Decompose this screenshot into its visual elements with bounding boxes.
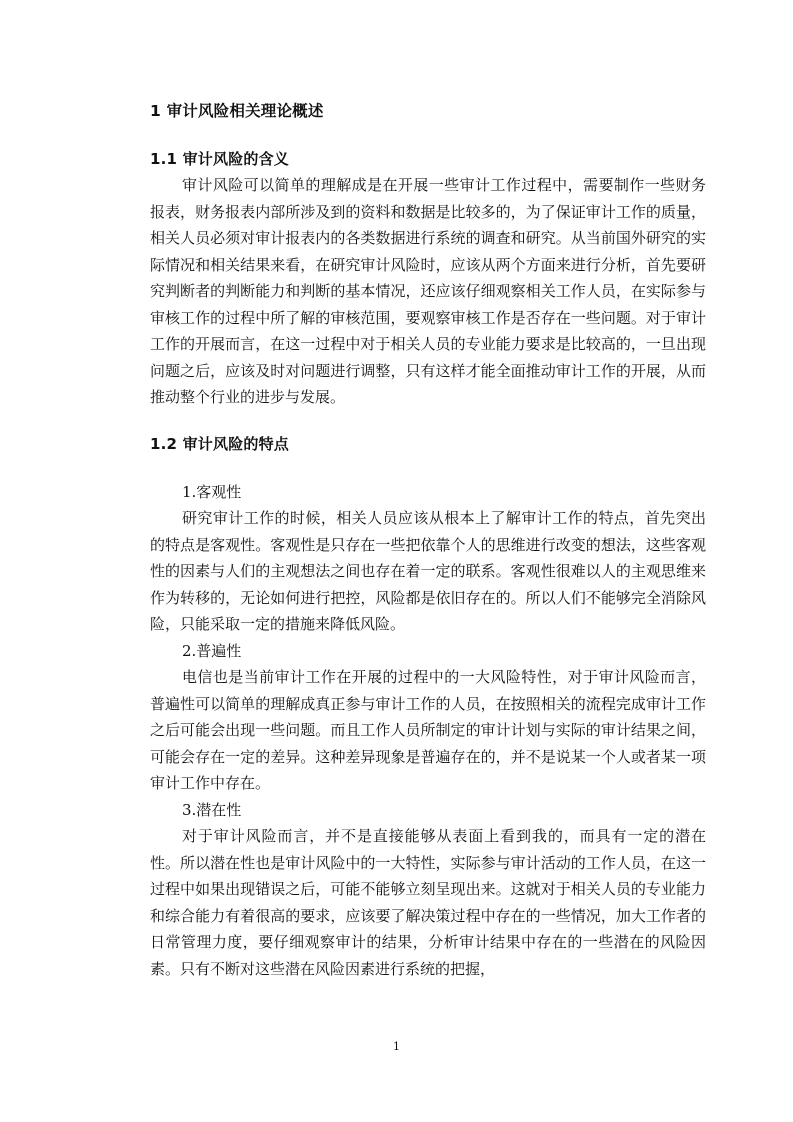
section-1-1-paragraph: 审计风险可以简单的理解成是在开展一些审计工作过程中，需要制作一些财务报表，财务报表内部所涉及到的资料和数据是比较多的，为了保证审计工作的质量，相关人员必须对审计报表内的各类数据进行系统的调查和研究。从当前国外研究的实际情况和相关结果来看，在研究审计风险时，应该从两个方面来进行分析，首先要研究判断者的判断能力和判断的基本情况，还应该仔细观察相关工作人员，在实际参与审核工作的过程中所了解的审核范围，要观察审核工作是否存在一些问题。对于审计工作的开展而言，在这一过程中对于相关人员的专业能力要求是比较高的，一旦出现问题之后，应该及时对问题进行调整，只有这样才能全面推动审计工作的开展，从而推动整个行业的进步与发展。: [150, 176, 706, 406]
item-paragraph-universality: 电信也是当前审计工作在开展的过程中的一大风险特性，对于审计风险而言，普遍性可以简单的理解成真正参与审计工作的人员，在按照相关的流程完成审计工作之后可能会出现一些问题。而且工作人员所制定的审计计划与实际的审计结果之间，可能会存在一定的差异。这种差异现象是普遍存在的，并不是说某一个人或者某一项审计工作中存在。: [150, 668, 706, 792]
item-label-universality: 2.普遍性: [182, 641, 242, 660]
item-paragraph-objectivity: 研究审计工作的时候，相关人员应该从根本上了解审计工作的特点，首先突出的特点是客观性。客观性是只存在一些把依靠个人的思维进行改变的想法，这些客观性的因素与人们的主观想法之间也存在着一定的联系。客观性很难以人的主观思维来作为转移的，无论如何进行把控，风险都是依旧存在的。所以人们不能够完全消除风险，只能采取一定的措施来降低风险。: [150, 509, 706, 633]
page-number: 1: [393, 1040, 400, 1053]
page-content: [150, 98, 706, 982]
item-label-latency: 3.潜在性: [182, 800, 242, 819]
section-title-1-1: 1.1 审计风险的含义: [150, 150, 289, 168]
chapter-title: 1 审计风险相关理论概述: [150, 102, 324, 120]
item-label-objectivity: 1.客观性: [182, 482, 242, 501]
section-title-1-2: 1.2 审计风险的特点: [150, 434, 289, 453]
item-paragraph-latency: 对于审计风险而言，并不是直接能够从表面上看到我的，而具有一定的潜在性。所以潜在性也是审计风险中的一大特性，实际参与审计活动的工作人员，在这一过程中如果出现错误之后，可能不能够立刻呈现出来。这就对于相关人员的专业能力和综合能力有着很高的要求，应该要了解决策过程中存在的一些情况，加大工作者的日常管理力度，要仔细观察审计的结果，分析审计结果中存在的一些潜在的风险因素。只有不断对这些潜在风险因素进行系统的把握，: [150, 827, 706, 978]
